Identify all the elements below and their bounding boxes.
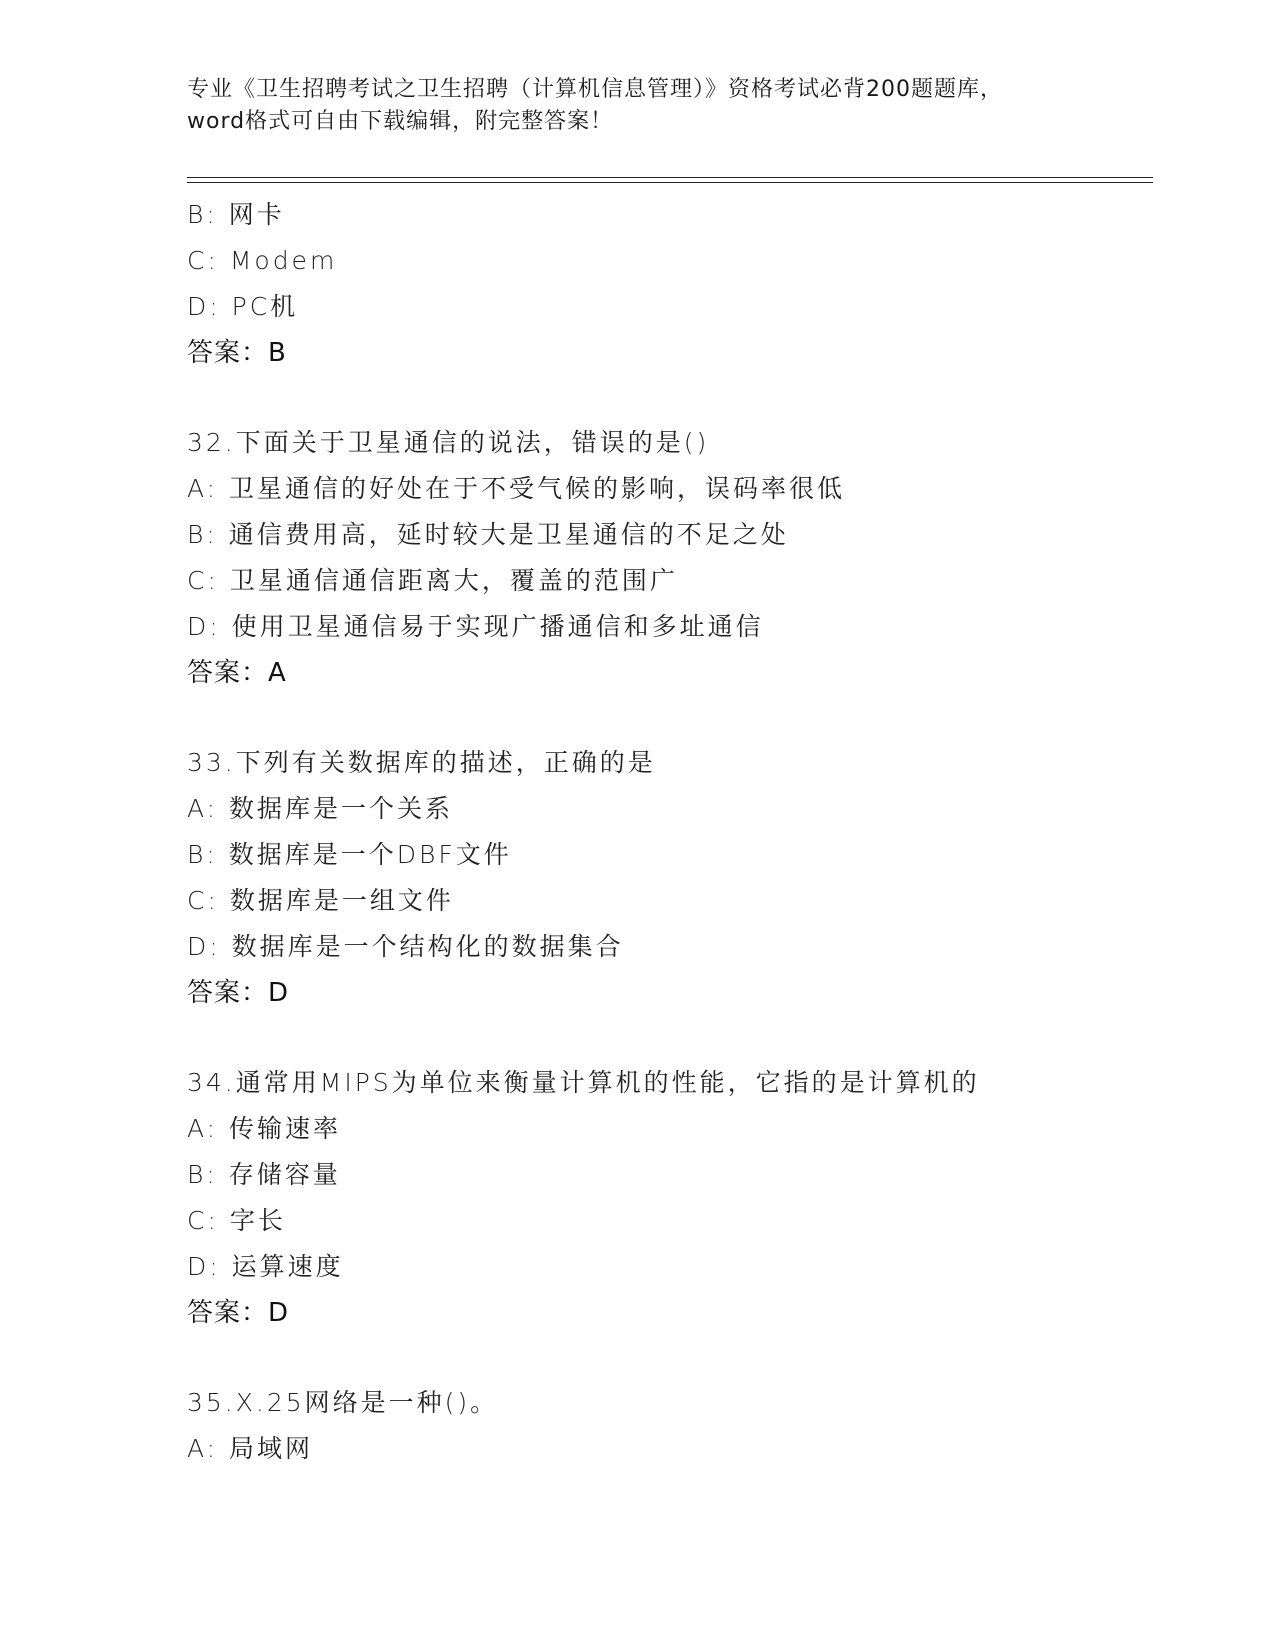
answer-line: 答案：A [187,658,287,688]
answer-line: 答案：D [187,978,290,1008]
option-b: B: 存储容量 [187,1160,341,1189]
option-d: D: 运算速度 [187,1252,344,1281]
answer-line: 答案：D [187,1298,290,1328]
document-header [187,74,1087,138]
option-c: C: 字长 [187,1206,286,1235]
question-stem: 34.通常用MIPS为单位来衡量计算机的性能，它指的是计算机的 [187,1068,980,1097]
option-d: D: 数据库是一个结构化的数据集合 [187,932,624,961]
question-31-continued [187,192,1153,376]
option-c: C: 数据库是一组文件 [187,886,454,915]
header-line-1: 专业《卫生招聘考试之卫生招聘（计算机信息管理）》资格考试必背200题题库， [187,77,1003,102]
header-line-2: word格式可自由下载编辑，附完整答案！ [187,109,614,134]
option-a: A: 卫星通信的好处在于不受气候的影响，误码率很低 [187,474,846,503]
option-c: C: Modem [187,246,338,275]
question-stem: 35.X.25网络是一种()。 [187,1388,499,1417]
answer-line: 答案：B [187,338,287,368]
spacer [187,696,1153,740]
option-d: D: 使用卫星通信易于实现广播通信和多址通信 [187,612,764,641]
question-35 [187,1380,1153,1472]
option-c: C: 卫星通信通信距离大，覆盖的范围广 [187,566,678,595]
spacer [187,1016,1153,1060]
header-divider-bottom [187,182,1153,183]
header-divider-top [187,177,1153,178]
option-a: A: 数据库是一个关系 [187,794,454,823]
option-b: B: 网卡 [187,200,285,229]
question-33 [187,740,1153,1016]
option-a: A: 传输速率 [187,1114,342,1143]
option-b: B: 通信费用高，延时较大是卫星通信的不足之处 [187,520,789,549]
option-a: A: 局域网 [187,1434,314,1463]
question-34 [187,1060,1153,1336]
question-32 [187,420,1153,696]
spacer [187,376,1153,420]
question-list [187,192,1153,1472]
question-stem: 33.下列有关数据库的描述，正确的是 [187,748,656,777]
option-d: D: PC机 [187,292,299,321]
option-b: B: 数据库是一个DBF文件 [187,840,512,869]
spacer [187,1336,1153,1380]
question-stem: 32.下面关于卫星通信的说法，错误的是() [187,428,710,457]
